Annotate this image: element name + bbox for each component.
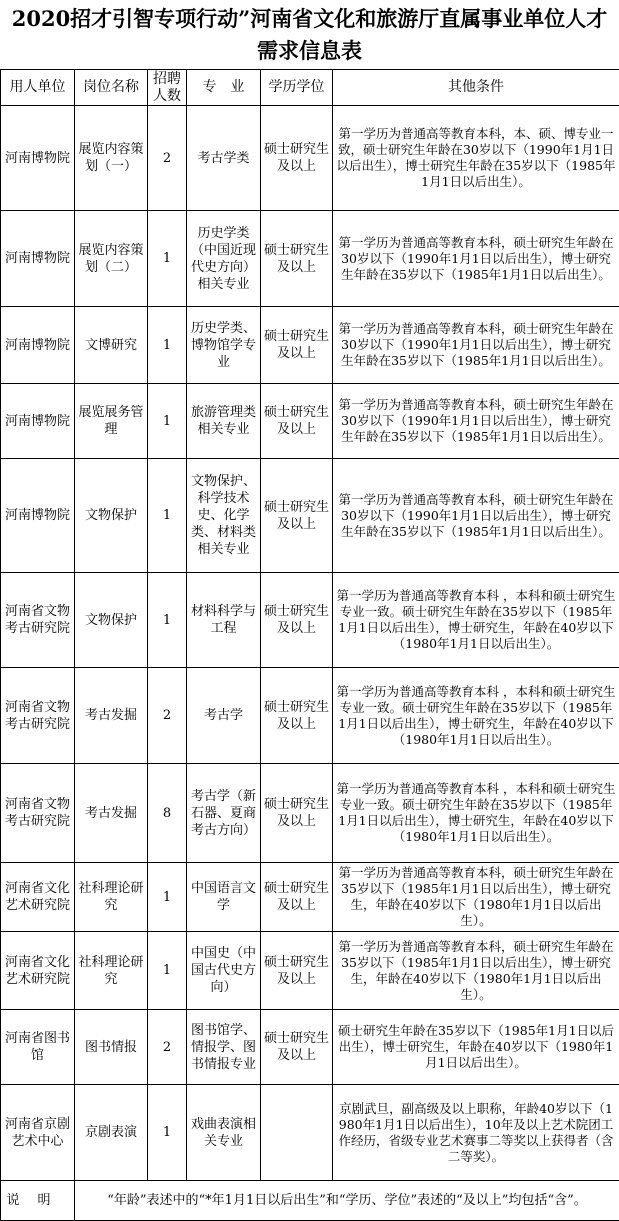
cell-count: 1 [148,384,187,459]
cell-major: 中国史（中国古代史方向） [187,932,261,1010]
table-row [1,307,619,384]
cell-major: 考古学（新石器、夏商考古方向） [187,764,261,863]
cell-conditions: 硕士研究生年龄在35岁以下（1985年1月1日以后出生），博士研究生，年龄在40岁以下（1980年1月1日以后出生）。 [333,1010,619,1085]
cell-position: 社科理论研究 [75,932,148,1010]
cell-unit: 河南省图书馆 [1,1010,75,1085]
cell-count: 1 [148,573,187,668]
cell-conditions: 第一学历为普通高等教育本科 ，本科和硕士研究生专业一致。硕士研究生年龄在35岁以下（1985年1月1日以后出生），博士研究生，年龄在40岁以下（1980年1月1日以后出生）。 [333,573,619,668]
cell-degree: 硕士研究生及以上 [261,764,333,863]
cell-count: 1 [148,1085,187,1181]
table-row [1,1010,619,1085]
cell-major: 旅游管理类相关专业 [187,384,261,459]
cell-count: 1 [148,459,187,573]
cell-position: 考古发掘 [75,764,148,863]
cell-position: 文博研究 [75,307,148,384]
cell-unit: 河南博物院 [1,106,75,211]
cell-degree: 硕士研究生及以上 [261,211,333,307]
header-position: 岗位名称 [75,70,148,106]
cell-position: 展览内容策划（一） [75,106,148,211]
cell-count: 2 [148,1010,187,1085]
cell-degree: 硕士研究生及以上 [261,668,333,764]
table-header-row [1,70,619,106]
cell-conditions: 第一学历为普通高等教育本科，硕士研究生年龄在30岁以下（1990年1月1日以后出生），博士研究生年龄在35岁以下（1985年1月1日以后出生）。 [333,459,619,573]
cell-major: 中国语言文学 [187,863,261,932]
cell-position: 京剧表演 [75,1085,148,1181]
cell-unit: 河南博物院 [1,307,75,384]
note-row [1,1181,619,1221]
cell-position: 考古发掘 [75,668,148,764]
cell-conditions: 第一学历为普通高等教育本科 ，本科和硕士研究生专业一致。硕士研究生年龄在35岁以下（1985年1月1日以后出生），博士研究生，年龄在40岁以下（1980年1月1日以后出生）。 [333,668,619,764]
document-title: 2020招才引智专项行动”河南省文化和旅游厅直属事业单位人才需求信息表 [0,0,619,69]
cell-major: 考古学类 [187,106,261,211]
table-row [1,932,619,1010]
cell-unit: 河南省京剧艺术中心 [1,1085,75,1181]
cell-position: 展览展务管理 [75,384,148,459]
cell-conditions: 第一学历为普通高等教育本科，硕士研究生年龄在35岁以下（1985年1月1日以后出生），博士研究生，年龄在40岁以下（1980年1月1日以后出生）。 [333,863,619,932]
cell-degree: 硕士研究生及以上 [261,106,333,211]
cell-position: 文物保护 [75,459,148,573]
cell-major: 材料科学与工程 [187,573,261,668]
cell-position: 文物保护 [75,573,148,668]
cell-degree: 硕士研究生及以上 [261,459,333,573]
cell-count: 2 [148,106,187,211]
cell-degree: 硕士研究生及以上 [261,932,333,1010]
cell-count: 1 [148,307,187,384]
cell-major: 历史学类、博物馆学专业 [187,307,261,384]
cell-conditions: 京剧武旦，副高级及以上职称，年龄40岁以下（1980年1月1日以后出生），10年及以上艺术院团工作经历，省级专业艺术赛事二等奖以上获得者（含二等奖）。 [333,1085,619,1181]
table-row [1,863,619,932]
table-row [1,459,619,573]
cell-conditions: 第一学历为普通高等教育本科，硕士研究生年龄在30岁以下（1990年1月1日以后出生），博士研究生年龄在35岁以下（1985年1月1日以后出生）。 [333,384,619,459]
cell-degree: 硕士研究生及以上 [261,573,333,668]
table-row [1,211,619,307]
cell-count: 1 [148,932,187,1010]
cell-major: 考古学 [187,668,261,764]
cell-degree [261,1085,333,1181]
recruitment-table [0,69,619,1221]
cell-count: 2 [148,668,187,764]
table-row [1,1085,619,1181]
cell-unit: 河南省文化艺术研究院 [1,932,75,1010]
header-unit: 用人单位 [1,70,75,106]
cell-unit: 河南博物院 [1,211,75,307]
header-count: 招聘人数 [148,70,187,106]
cell-major: 文物保护、科学技术史、化学类、材料类相关专业 [187,459,261,573]
cell-conditions: 第一学历为普通高等教育本科 ，本科和硕士研究生专业一致。硕士研究生年龄在35岁以下（1985年1月1日以后出生），博士研究生，年龄在40岁以下（1980年1月1日以后出生）。 [333,764,619,863]
cell-unit: 河南省文物考古研究院 [1,764,75,863]
cell-unit: 河南省文物考古研究院 [1,668,75,764]
cell-unit: 河南博物院 [1,384,75,459]
note-text: “年龄”表述中的“*年1月1日以后出生”和“学历、学位”表述的“及以上”均包括“含”。 [75,1181,619,1221]
header-degree: 学历学位 [261,70,333,106]
cell-unit: 河南博物院 [1,459,75,573]
cell-major: 历史学类（中国近现代史方向）相关专业 [187,211,261,307]
cell-count: 1 [148,863,187,932]
cell-count: 1 [148,211,187,307]
cell-degree: 硕士研究生及以上 [261,1010,333,1085]
cell-position: 图书情报 [75,1010,148,1085]
table-row [1,384,619,459]
header-major: 专 业 [187,70,261,106]
cell-conditions: 第一学历为普通高等教育本科，硕士研究生年龄在30岁以下（1990年1月1日以后出生），博士研究生年龄在35岁以下（1985年1月1日以后出生）。 [333,211,619,307]
table-row [1,573,619,668]
cell-conditions: 第一学历为普通高等教育本科，硕士研究生年龄在35岁以下（1985年1月1日以后出生），博士研究生，年龄在40岁以下（1980年1月1日以后出生）。 [333,932,619,1010]
header-conditions: 其他条件 [333,70,619,106]
cell-degree: 硕士研究生及以上 [261,307,333,384]
cell-degree: 硕士研究生及以上 [261,863,333,932]
cell-major: 图书馆学、情报学、图书情报专业 [187,1010,261,1085]
cell-major: 戏曲表演相关专业 [187,1085,261,1181]
cell-conditions: 第一学历为普通高等教育本科，本、硕、博专业一致，硕士研究生年龄在30岁以下（1990年1月1日以后出生），博士研究生年龄在35岁以下（1985年1月1日以后出生）。 [333,106,619,211]
note-label: 说明 [1,1181,75,1221]
cell-position: 社科理论研究 [75,863,148,932]
cell-degree: 硕士研究生及以上 [261,384,333,459]
table-row [1,106,619,211]
cell-unit: 河南省文化艺术研究院 [1,863,75,932]
cell-unit: 河南省文物考古研究院 [1,573,75,668]
table-row [1,764,619,863]
cell-conditions: 第一学历为普通高等教育本科，硕士研究生年龄在30岁以下（1990年1月1日以后出生），博士研究生年龄在35岁以下（1985年1月1日以后出生）。 [333,307,619,384]
cell-position: 展览内容策划（二） [75,211,148,307]
cell-count: 8 [148,764,187,863]
table-row [1,668,619,764]
